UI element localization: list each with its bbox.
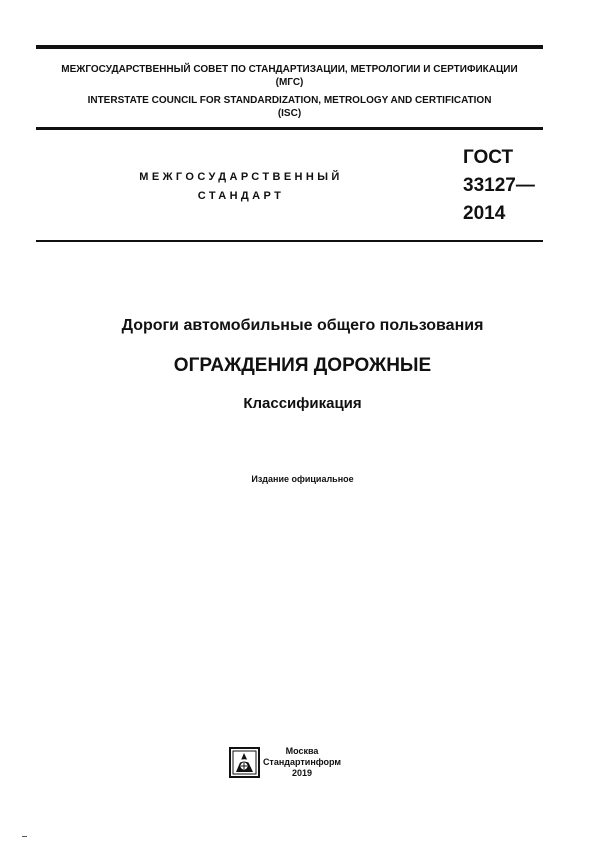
top-rule (36, 45, 543, 49)
publisher-info (262, 746, 342, 779)
standard-type-line1: МЕЖГОСУДАРСТВЕННЫЙ (139, 171, 343, 183)
council-ru-line1: МЕЖГОСУДАРСТВЕННЫЙ СОВЕТ ПО СТАНДАРТИЗАЦИИ, МЕТРОЛОГИИ И СЕРТИФИКАЦИИ (61, 64, 518, 75)
standard-type (110, 168, 372, 206)
publisher-name: Стандартинформ (262, 757, 342, 767)
document-title-line1: Дороги автомобильные общего пользования (121, 317, 484, 334)
middle-rule (36, 127, 543, 130)
standard-code-number: 33127— (463, 175, 535, 196)
standard-type-line2: СТАНДАРТ (197, 190, 285, 202)
publisher-year: 2019 (291, 768, 313, 778)
document-title-line3: Классификация (243, 395, 362, 412)
council-name-en (36, 94, 543, 120)
standard-code (463, 144, 535, 228)
council-en-line1: INTERSTATE COUNCIL FOR STANDARDIZATION, METROLOGY AND CERTIFICATION (87, 95, 492, 106)
document-title-line2: ОГРАЖДЕНИЯ ДОРОЖНЫЕ (173, 355, 432, 376)
standard-code-prefix: ГОСТ (463, 147, 514, 168)
edition-note: Издание официальное (251, 474, 354, 484)
council-name-ru (36, 63, 543, 89)
scan-mark (22, 836, 27, 837)
publisher-city: Москва (285, 746, 319, 756)
council-en-line2: (ISC) (277, 108, 302, 119)
standard-code-year: 2014 (463, 203, 506, 224)
bottom-rule (36, 240, 543, 242)
council-ru-line2: (МГС) (275, 77, 304, 88)
standartinform-logo-icon (229, 747, 260, 778)
